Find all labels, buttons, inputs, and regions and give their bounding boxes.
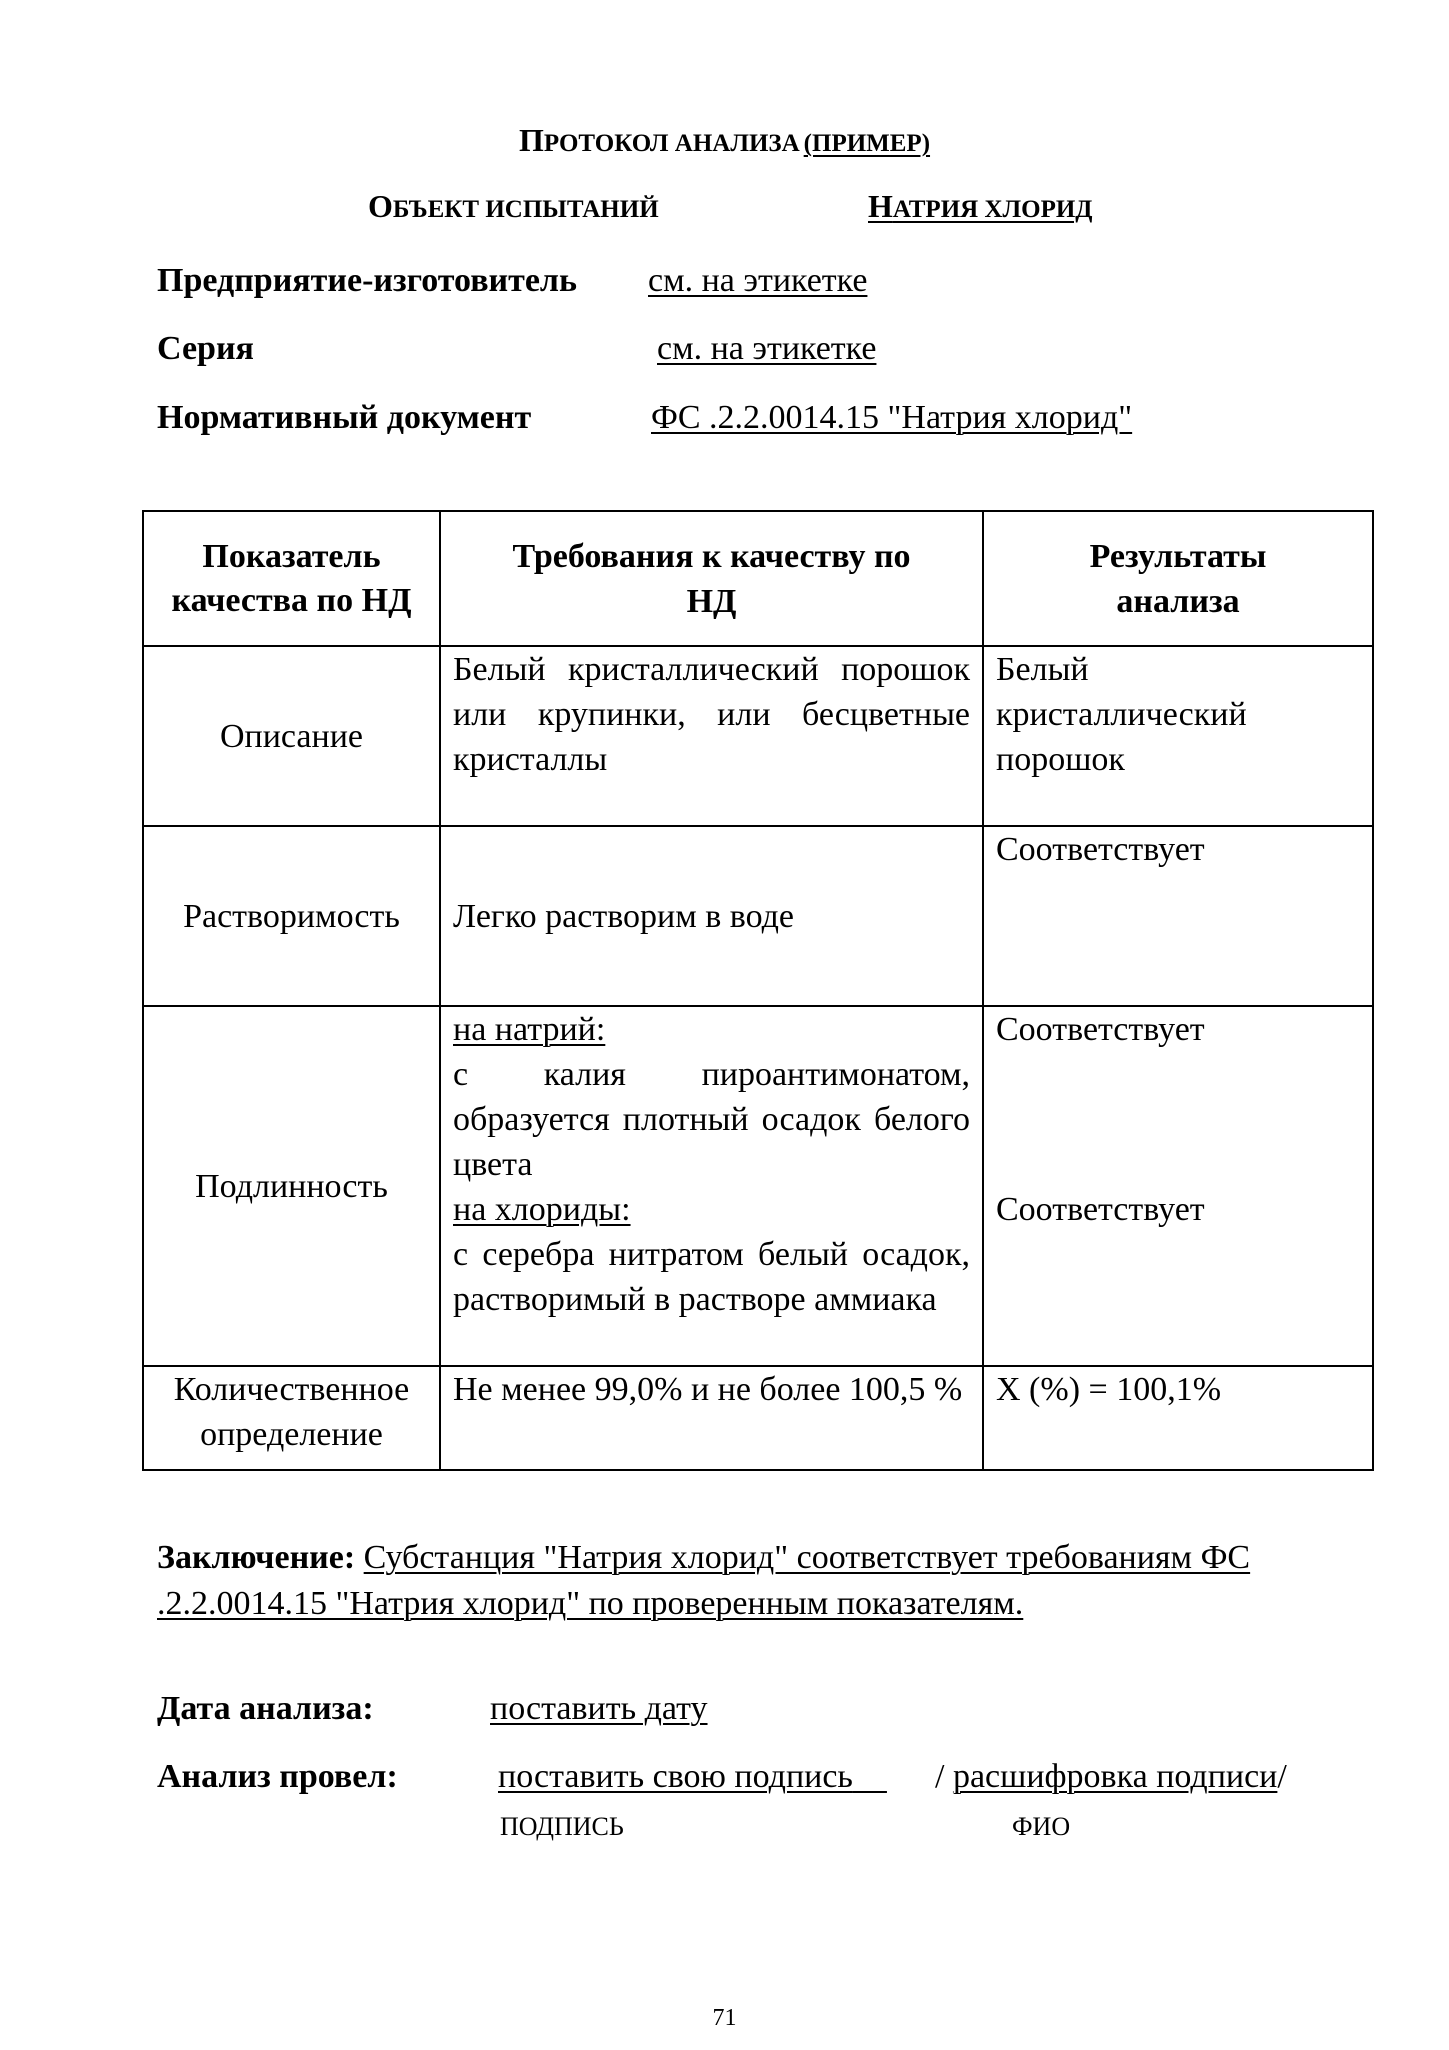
object-label: ОБЪЕКТ ИСПЫТАНИЙ bbox=[368, 188, 659, 224]
conclusion-text: Субстанция "Натрия хлорид" соответствует требованиям ФС .2.2.0014.15 "Натрия хлорид" по проверенным показателям. bbox=[157, 1539, 1251, 1622]
conclusion bbox=[157, 1535, 1377, 1627]
performed-label: Анализ провел: bbox=[157, 1758, 398, 1795]
table-header-row bbox=[143, 511, 1373, 646]
identity-sub2-label: на хлориды: bbox=[453, 1191, 631, 1228]
identity-sub1-label: на натрий: bbox=[453, 1011, 606, 1048]
table-row bbox=[143, 1366, 1373, 1470]
identity-result1: Соответствует bbox=[996, 1011, 1205, 1048]
table-row bbox=[143, 1006, 1373, 1366]
row-result-description: Белый кристаллический порошок bbox=[983, 646, 1373, 826]
normdoc-label: Нормативный документ bbox=[157, 399, 532, 436]
quality-table bbox=[142, 510, 1374, 1471]
identity-sub2-text: с серебра нитратом белый осадок, растворимый в растворе аммиака bbox=[453, 1236, 970, 1318]
decoding-value: расшифровка подписи bbox=[952, 1758, 1278, 1795]
row-requirement-identity bbox=[440, 1006, 983, 1366]
slash-right: / bbox=[1277, 1758, 1287, 1795]
identity-sub1-text: с калия пироантимонатом, образуется плотный осадок белого цвета bbox=[453, 1056, 970, 1183]
object-value: НАТРИЯ ХЛОРИД bbox=[868, 188, 1093, 224]
table-row bbox=[143, 646, 1373, 826]
row-indicator-assay: Количественное определение bbox=[143, 1366, 440, 1470]
series-value: см. на этикетке bbox=[657, 330, 877, 367]
row-requirement-solubility: Легко растворим в воде bbox=[440, 826, 983, 1006]
page-number: 71 bbox=[712, 2005, 737, 2031]
row-result-solubility: Соответствует bbox=[983, 826, 1373, 1006]
row-indicator-description: Описание bbox=[143, 646, 440, 826]
manufacturer-value: см. на этикетке bbox=[648, 262, 868, 299]
series-label: Серия bbox=[157, 330, 254, 367]
row-requirement-description: Белый кристаллический порошок или крупинки, или бесцветные кристаллы bbox=[440, 646, 983, 826]
row-result-assay: X (%) = 100,1% bbox=[983, 1366, 1373, 1470]
title-main-first-letter: П bbox=[518, 122, 544, 158]
signature-value: поставить свою подпись bbox=[498, 1758, 853, 1795]
row-result-identity bbox=[983, 1006, 1373, 1366]
date-value: поставить дату bbox=[490, 1690, 708, 1727]
manufacturer-label: Предприятие-изготовитель bbox=[157, 262, 577, 299]
table-row bbox=[143, 826, 1373, 1006]
signature-caption: ПОДПИСЬ bbox=[500, 1812, 624, 1841]
normdoc-value: ФС .2.2.0014.15 "Натрия хлорид" bbox=[651, 399, 1133, 436]
header-requirements: Требования к качеству по НД bbox=[440, 511, 983, 646]
document-title bbox=[0, 122, 1449, 159]
row-requirement-assay: Не менее 99,0% и не более 100,5 % bbox=[440, 1366, 983, 1470]
date-label: Дата анализа: bbox=[157, 1690, 374, 1727]
decoding-field bbox=[935, 1758, 1287, 1796]
header-indicator: Показатель качества по НД bbox=[143, 511, 440, 646]
title-example: (ПРИМЕР) bbox=[803, 130, 931, 157]
conclusion-label: Заключение: bbox=[157, 1539, 356, 1576]
name-caption: ФИО bbox=[1012, 1812, 1071, 1841]
row-indicator-solubility: Растворимость bbox=[143, 826, 440, 1006]
slash-left: / bbox=[935, 1758, 945, 1795]
row-indicator-identity: Подлинность bbox=[143, 1006, 440, 1366]
identity-result2: Соответствует bbox=[996, 1191, 1205, 1228]
header-results: Результаты анализа bbox=[983, 511, 1373, 646]
title-main-rest: РОТОКОЛ АНАЛИЗА bbox=[543, 130, 800, 157]
